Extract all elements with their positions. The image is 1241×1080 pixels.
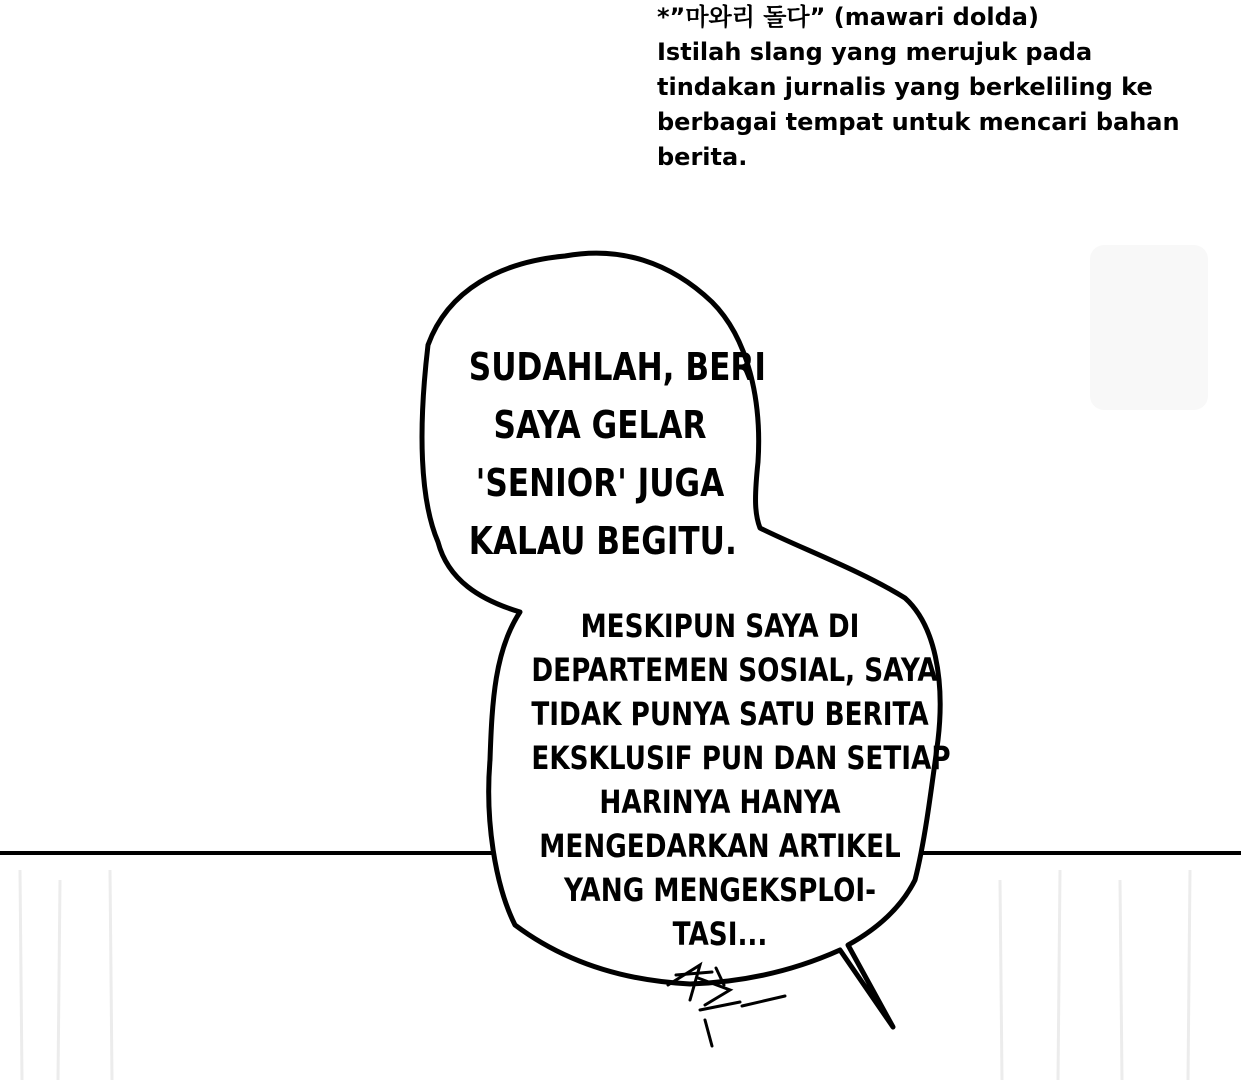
dialogue-line: YANG MENGEKSPLOI- [563,871,877,909]
dialogue-line: SUDAHLAH, BERI [468,345,766,389]
translation-note-line: *”마와리 돌다” (mawari dolda) [657,3,1039,31]
faint-panel-shape [1090,245,1208,410]
translation-note-line: berbagai tempat untuk mencari bahan [657,108,1180,136]
dialogue-line: MENGEDARKAN ARTIKEL [539,827,901,865]
dialogue-line: SAYA GELAR [493,403,707,447]
translation-note-line: tindakan jurnalis yang berkeliling ke [657,73,1153,101]
dialogue-line: HARINYA HANYA [599,783,841,821]
translation-note-line: berita. [657,143,748,171]
translation-note [657,0,1217,175]
dialogue-line: 'SENIOR' JUGA [475,461,725,505]
translation-note-line: Istilah slang yang merujuk pada [657,38,1093,66]
dialogue-line: EKSKLUSIF PUN DAN SETIAP [531,739,951,777]
speech-bubble-bottom-text [531,604,951,956]
dialogue-line: KALAU BEGITU. [468,519,737,563]
dialogue-line: DEPARTEMEN SOSIAL, SAYA [531,651,938,689]
dialogue-line: MESKIPUN SAYA DI [580,607,860,645]
dialogue-line: TASI... [672,915,768,953]
speech-bubble-top-text [468,338,766,570]
dialogue-line: TIDAK PUNYA SATU BERITA [531,695,929,733]
